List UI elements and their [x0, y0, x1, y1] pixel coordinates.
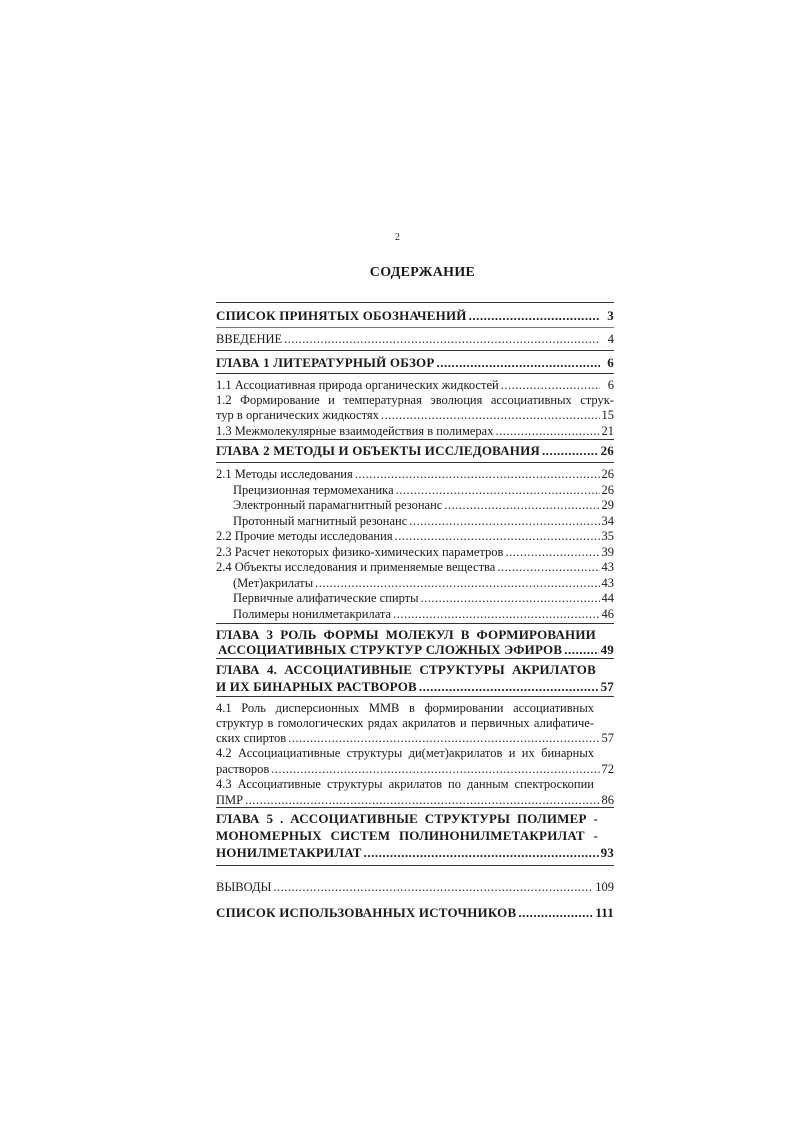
toc-entry-title: ВЫВОДЫ	[216, 880, 272, 894]
toc-entry-section-1-2[interactable]	[216, 408, 614, 423]
toc-entry-chapter-5-line-2[interactable]	[216, 828, 614, 844]
toc-entry-page: 34	[601, 514, 614, 528]
toc-entry-title: тур в органических жидкостях	[216, 408, 379, 422]
toc-entry-section-4-1-line-2[interactable]	[216, 716, 614, 731]
toc-entry-introduction[interactable]	[216, 332, 614, 347]
toc-entry-conclusions[interactable]	[216, 880, 614, 895]
toc-entry-page: 72	[601, 762, 614, 776]
toc-entry-page: 29	[601, 498, 614, 512]
toc-entry-acrylates[interactable]	[233, 576, 614, 591]
toc-entry-title: ских спиртов	[216, 731, 287, 745]
toc-entry-section-2-3[interactable]	[216, 545, 614, 560]
toc-entry-title: растворов	[216, 762, 270, 776]
toc-entry-thermomechanics[interactable]	[233, 483, 614, 498]
toc-entry-page: 6	[607, 355, 614, 370]
leader-dots	[288, 731, 599, 746]
toc-entry-title: МОНОМЕРНЫХ СИСТЕМ ПОЛИНОНИЛМЕТАКРИЛАТ -	[216, 828, 598, 843]
toc-entry-page: 26	[601, 483, 614, 497]
page-number: 2	[395, 232, 400, 243]
toc-entry-section-2-1[interactable]	[216, 467, 614, 482]
toc-entry-section-2-2[interactable]	[216, 529, 614, 544]
toc-entry-references[interactable]	[216, 905, 614, 921]
leader-dots	[355, 467, 600, 482]
toc-entry-title: 1.3 Межмолекулярные взаимодействия в полимерах	[216, 424, 494, 438]
divider-line	[216, 623, 614, 624]
toc-entry-title: структур в гомологических рядах акрилатов и первичных алифатиче-	[216, 716, 594, 730]
leader-dots	[505, 545, 599, 560]
leader-dots	[518, 905, 593, 921]
toc-entry-page: 35	[601, 529, 614, 543]
toc-entry-page: 49	[600, 642, 614, 657]
toc-entry-section-1-1[interactable]	[216, 378, 614, 393]
divider-line	[216, 439, 614, 440]
divider-line	[216, 696, 614, 697]
toc-entry-page: 46	[601, 607, 614, 621]
toc-entry-title: 2.3 Расчет некоторых физико-химических параметров	[216, 545, 504, 559]
divider-line	[216, 658, 614, 659]
divider-line	[216, 373, 614, 374]
toc-entry-section-4-3[interactable]	[216, 793, 614, 808]
toc-entry-section-4-3-line-1[interactable]	[216, 777, 614, 792]
toc-entry-title: ГЛАВА 4. АССОЦИАТИВНЫЕ СТРУКТУРЫ АКРИЛАТОВ	[216, 662, 596, 677]
toc-entry-section-4-2[interactable]	[216, 762, 614, 777]
toc-entry-title: СПИСОК ИСПОЛЬЗОВАННЫХ ИСТОЧНИКОВ	[216, 905, 517, 920]
toc-entry-abbreviations[interactable]	[216, 308, 614, 324]
toc-entry-page: 21	[601, 424, 614, 438]
leader-dots	[381, 408, 600, 423]
toc-entry-title: АССОЦИАТИВНЫХ СТРУКТУР СЛОЖНЫХ ЭФИРОВ	[218, 642, 563, 657]
toc-entry-alcohols[interactable]	[233, 591, 614, 606]
toc-entry-title: 4.1 Роль дисперсионных ММВ в формировании ассоциативных	[216, 701, 594, 715]
leader-dots	[395, 529, 600, 544]
leader-dots	[437, 355, 600, 371]
leader-dots	[409, 514, 599, 529]
leader-dots	[284, 332, 600, 347]
leader-dots	[469, 308, 600, 324]
toc-entry-title: 1.2 Формирование и температурная эволюция ассоциативных струк-	[216, 393, 614, 407]
toc-entry-title: Протонный магнитный резонанс	[233, 514, 408, 528]
toc-entry-title: 2.1 Методы исследования	[216, 467, 353, 481]
divider-line	[216, 807, 614, 808]
toc-entry-pmr[interactable]	[233, 514, 614, 529]
toc-entry-section-4-1-line-1[interactable]	[216, 701, 614, 716]
toc-entry-page: 39	[601, 545, 614, 559]
leader-dots	[421, 591, 600, 606]
toc-entry-page: 4	[607, 332, 614, 346]
leader-dots	[273, 880, 593, 895]
leader-dots	[444, 498, 599, 513]
toc-entry-title: ГЛАВА 1 ЛИТЕРАТУРНЫЙ ОБЗОР	[216, 355, 435, 370]
leader-dots	[315, 576, 599, 591]
toc-entry-section-4-2-line-1[interactable]	[216, 746, 614, 761]
toc-entry-page: 111	[595, 905, 614, 920]
toc-entry-title: 4.3 Ассоциативные структуры акрилатов по данным спектроскопии	[216, 777, 594, 791]
toc-entry-title: Прецизионная термомеханика	[233, 483, 394, 497]
toc-entry-section-1-2-line-1[interactable]	[216, 393, 614, 408]
toc-entry-page: 93	[600, 845, 614, 860]
toc-entry-chapter-5-line-1[interactable]	[216, 811, 614, 827]
divider-line	[216, 350, 614, 351]
toc-entry-title: ВВЕДЕНИЕ	[216, 332, 283, 346]
toc-entry-title: 2.4 Объекты исследования и применяемые вещества	[216, 560, 496, 574]
leader-dots	[364, 845, 599, 861]
leader-dots	[271, 762, 599, 777]
toc-entry-section-4-1[interactable]	[216, 731, 614, 746]
toc-entry-title: И ИХ БИНАРНЫХ РАСТВОРОВ	[216, 679, 417, 694]
toc-entry-title: Электронный парамагнитный резонанс	[233, 498, 443, 512]
divider-line	[216, 462, 614, 463]
toc-entry-polymers[interactable]	[233, 607, 614, 622]
leader-dots	[495, 424, 599, 439]
toc-entry-page: 86	[601, 793, 614, 807]
toc-entry-epr[interactable]	[233, 498, 614, 513]
leader-dots	[396, 483, 600, 498]
toc-entry-title: ПМР	[216, 793, 244, 807]
leader-dots	[419, 679, 599, 695]
toc-entry-page: 43	[601, 576, 614, 590]
toc-entry-page: 26	[600, 443, 614, 458]
divider-line	[216, 327, 614, 328]
toc-entry-title: (Мет)акрилаты	[233, 576, 314, 590]
toc-entry-page: 109	[595, 880, 614, 894]
toc-entry-chapter-4-line-1[interactable]	[216, 662, 614, 678]
toc-entry-title: СПИСОК ПРИНЯТЫХ ОБОЗНАЧЕНИЙ	[216, 308, 467, 323]
toc-entry-page: 6	[607, 378, 614, 392]
toc-entry-chapter-5[interactable]	[216, 845, 614, 861]
toc-entry-page: 26	[601, 467, 614, 481]
toc-entry-page: 57	[600, 679, 614, 694]
toc-entry-page: 15	[601, 408, 614, 422]
toc-entry-page: 57	[601, 731, 614, 745]
toc-entry-title: 1.1 Ассоциативная природа органических жидкостей	[216, 378, 499, 392]
toc-heading: СОДЕРЖАНИЕ	[369, 265, 476, 280]
leader-dots	[564, 642, 598, 658]
toc-entry-chapter-4[interactable]	[216, 679, 614, 695]
leader-dots	[393, 607, 599, 622]
leader-dots	[501, 378, 600, 393]
leader-dots	[497, 560, 599, 575]
toc-entry-title: 4.2 Ассоциациативные структуры ди(мет)акрилатов и их бинарных	[216, 746, 594, 760]
toc-entry-page: 43	[601, 560, 614, 574]
toc-entry-title: Первичные алифатические спирты	[233, 591, 419, 605]
toc-entry-chapter-3-line-1[interactable]	[216, 627, 614, 643]
toc-entry-title: ГЛАВА 3 РОЛЬ ФОРМЫ МОЛЕКУЛ В ФОРМИРОВАНИИ	[216, 627, 596, 642]
leader-dots	[245, 793, 599, 808]
toc-entry-section-2-4[interactable]	[216, 560, 614, 575]
toc-entry-page: 3	[607, 308, 614, 323]
toc-entry-title: 2.2 Прочие методы исследования	[216, 529, 393, 543]
toc-entry-chapter-3[interactable]	[218, 642, 614, 658]
leader-dots	[542, 443, 599, 459]
toc-entry-page: 44	[601, 591, 614, 605]
toc-entry-title: Полимеры нонилметакрилата	[233, 607, 392, 621]
toc-entry-title: НОНИЛМЕТАКРИЛАТ	[216, 845, 362, 860]
toc-entry-chapter-2[interactable]	[216, 443, 614, 459]
toc-top-rule	[216, 302, 614, 303]
toc-entry-chapter-1[interactable]	[216, 355, 614, 371]
toc-entry-title: ГЛАВА 5 . АССОЦИАТИВНЫЕ СТРУКТУРЫ ПОЛИМЕР -	[216, 811, 598, 826]
divider-line	[216, 865, 614, 866]
toc-entry-title: ГЛАВА 2 МЕТОДЫ И ОБЪЕКТЫ ИССЛЕДОВАНИЯ	[216, 443, 541, 458]
toc-entry-section-1-3[interactable]	[216, 424, 614, 439]
